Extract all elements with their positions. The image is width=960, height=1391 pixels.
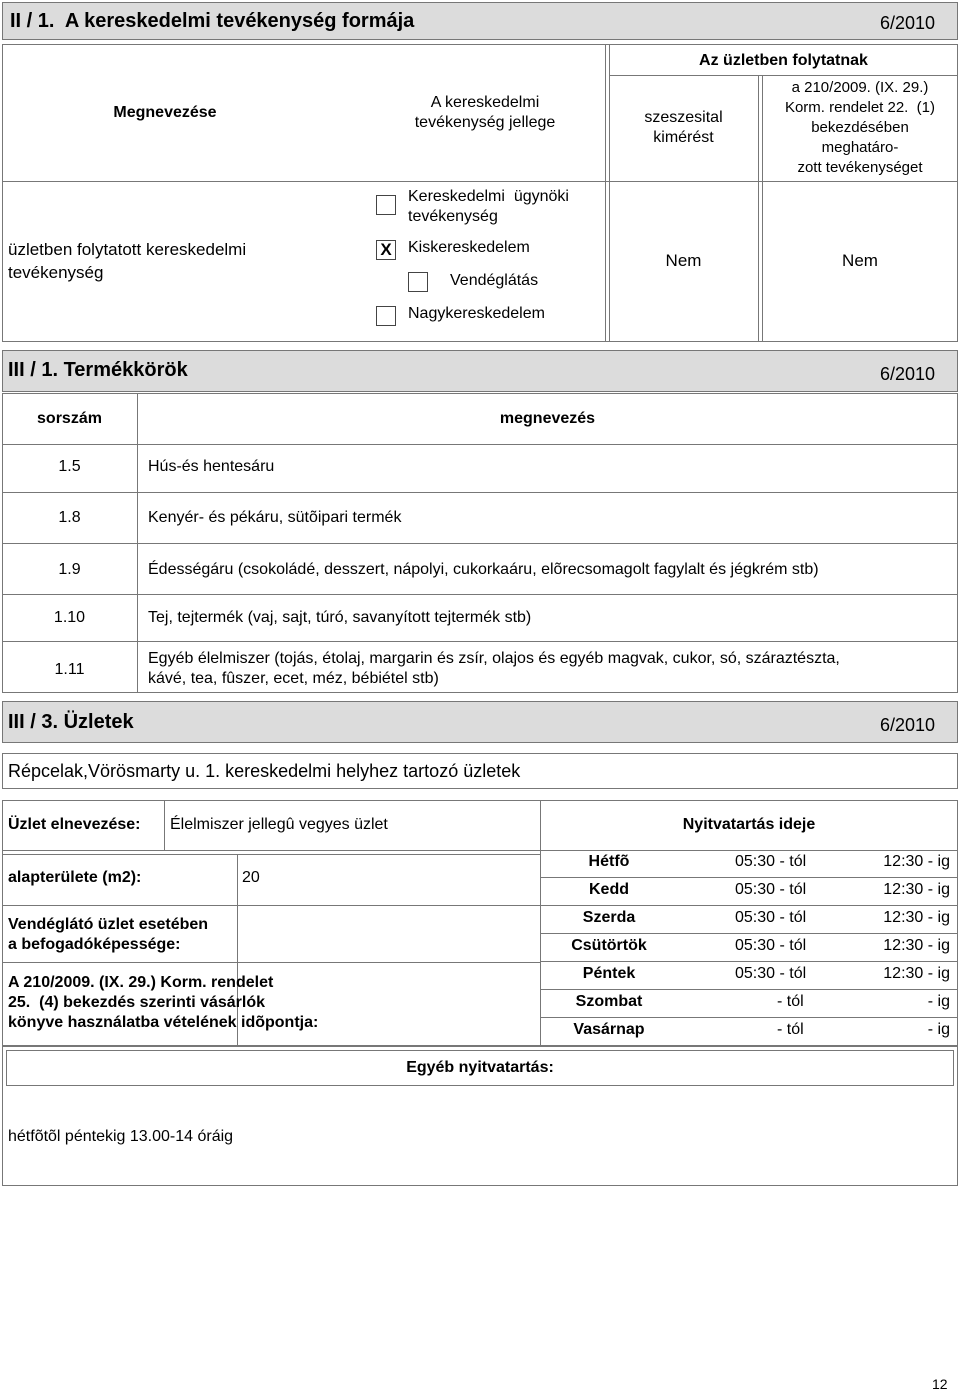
section-iii3-header: [2, 701, 958, 743]
section-iii1-code: 6/2010: [880, 364, 936, 384]
area-value: 20: [242, 869, 260, 886]
hours-from: 05:30 - tól: [735, 937, 807, 954]
checkbox-retail[interactable]: X: [376, 240, 396, 260]
section-iii1-title: III / 1. Termékkörök: [8, 359, 188, 381]
hours-from: 05:30 - tól: [735, 965, 807, 982]
col-decree-header: a 210/2009. (IX. 29.) Korm. rendelet 22. (1) bekezdésében meghatáro- zott tevékenységet: [784, 79, 936, 176]
hours-day: Szombat: [575, 993, 643, 1010]
products-col-name: megnevezés: [499, 410, 596, 427]
shop-name-value: Élelmiszer jellegû vegyes üzlet: [170, 816, 388, 833]
hours-to: 12:30 - ig: [883, 853, 950, 870]
row-name: üzletben folytatott kereskedelmi tevékenység: [8, 240, 247, 282]
products-col-num: sorszám: [37, 410, 102, 427]
hours-day: Csütörtök: [571, 937, 647, 954]
product-name: Kenyér- és pékáru, sütõipari termék: [148, 509, 402, 526]
hours-from: 05:30 - tól: [735, 909, 807, 926]
product-num: 1.11: [54, 661, 85, 678]
section-iii3-code: 6/2010: [880, 715, 936, 735]
hours-to: 12:30 - ig: [883, 881, 950, 898]
hours-to: - ig: [927, 993, 950, 1010]
product-name: Édességáru (csokoládé, desszert, nápolyi, cukorkaáru, elõrecsomagolt fagylalt és jégkrém stb): [148, 561, 819, 578]
section-ii-title: II / 1. A kereskedelmi tevékenység formája: [10, 10, 415, 32]
hours-to: 12:30 - ig: [883, 965, 950, 982]
hours-from: - tól: [777, 1021, 804, 1038]
option-catering-label: Vendéglátás: [450, 272, 539, 289]
hours-day: Kedd: [589, 881, 629, 898]
hours-day: Vasárnap: [573, 1021, 645, 1038]
hours-day: Szerda: [582, 909, 636, 926]
col-group-header: Az üzletben folytatnak: [699, 52, 868, 69]
hours-to: 12:30 - ig: [883, 909, 950, 926]
capacity-label: Vendéglátó üzlet esetében a befogadóképessége:: [8, 916, 209, 953]
product-num: 1.10: [53, 609, 86, 626]
page-number: 12: [932, 1376, 948, 1391]
hours-label: Nyitvatartás ideje: [682, 816, 816, 833]
section-ii-code: 6/2010: [880, 13, 936, 33]
hours-from: - tól: [777, 993, 804, 1010]
section-iii3-title: III / 3. Üzletek: [8, 711, 134, 733]
product-num: 1.8: [58, 509, 81, 526]
checkbox-catering[interactable]: [408, 272, 428, 292]
hours-day: Hétfõ: [588, 853, 630, 870]
product-name: Tej, tejtermék (vaj, sajt, túró, savanyított tejtermék stb): [148, 609, 532, 626]
area-label: alapterülete (m2):: [8, 869, 142, 886]
shop-name-label: Üzlet elnevezése:: [8, 816, 141, 833]
product-name: Hús-és hentesáru: [148, 458, 275, 475]
register-label: A 210/2009. (IX. 29.) Korm. rendelet 25. (4) bekezdés szerinti vásárlók könyve használatba vételének idõpontja:: [8, 974, 319, 1031]
address-text: Répcelak,Vörösmarty u. 1. kereskedelmi helyhez tartozó üzletek: [8, 761, 521, 781]
col-nature-header: A kereskedelmi tevékenység jellege: [414, 94, 556, 131]
option-retail-label: Kiskereskedelem: [408, 239, 530, 256]
hours-day: Péntek: [582, 965, 636, 982]
col-name-header: Megnevezése: [113, 104, 217, 121]
hours-to: - ig: [927, 1021, 950, 1038]
decree-value: Nem: [842, 251, 878, 270]
hours-from: 05:30 - tól: [735, 881, 807, 898]
alcohol-value: Nem: [665, 251, 702, 270]
option-agent-label: Kereskedelmi ügynöki tevékenység: [408, 188, 569, 225]
checkbox-wholesale[interactable]: [376, 306, 396, 326]
option-wholesale-label: Nagykereskedelem: [408, 305, 545, 322]
other-hours-value: hétfõtõl péntekig 13.00-14 óráig: [8, 1128, 234, 1145]
product-num: 1.9: [58, 561, 81, 578]
hours-from: 05:30 - tól: [735, 853, 807, 870]
product-num: 1.5: [58, 458, 81, 475]
col-alcohol-header: szeszesital kimérést: [644, 109, 723, 146]
product-name: Egyéb élelmiszer (tojás, étolaj, margarin és zsír, olajos és egyéb magvak, cukor, só, száraztészta, kávé, tea, fûszer, ecet, méz, bébiétel stb): [148, 650, 840, 687]
other-hours-label: Egyéb nyitvatartás:: [406, 1059, 554, 1076]
hours-to: 12:30 - ig: [883, 937, 950, 954]
checkbox-agent[interactable]: [376, 195, 396, 215]
